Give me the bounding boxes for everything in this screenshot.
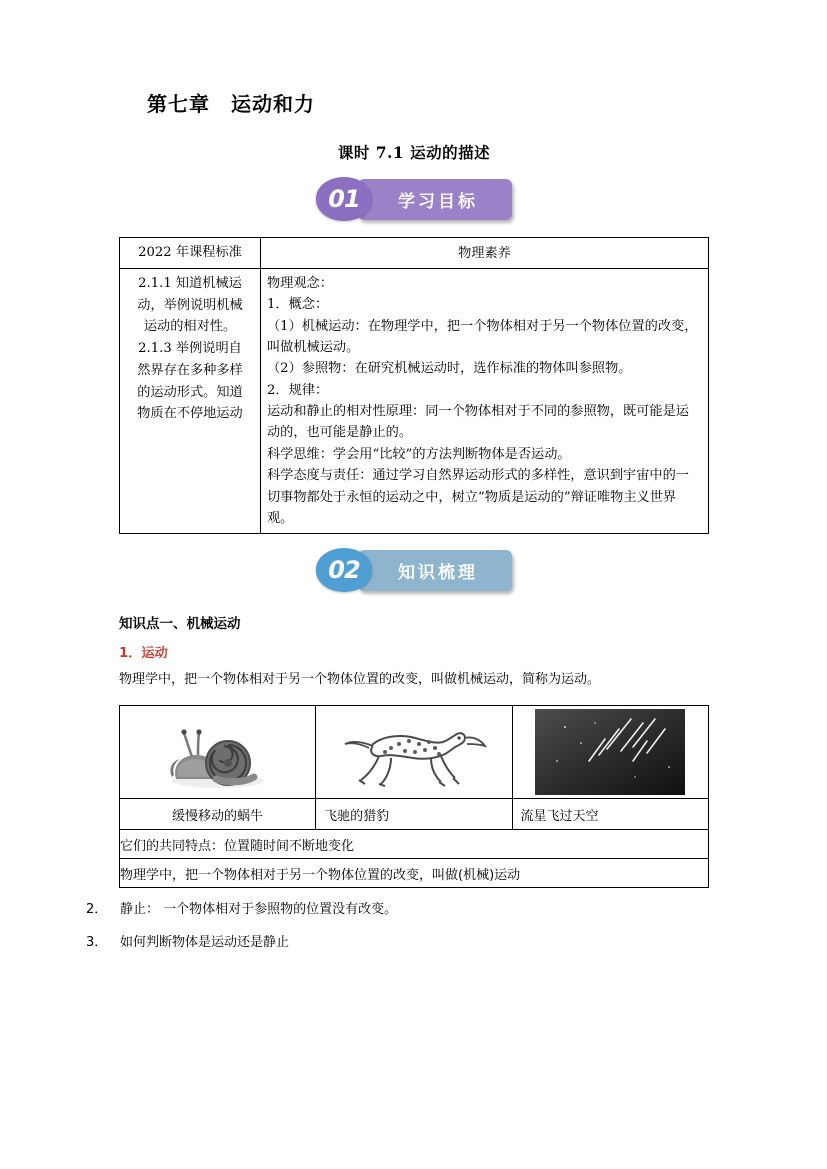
section-number-02: 02: [316, 548, 372, 592]
literacy-line: 科学思维：学会用“比较”的方法判断物体是否运动。: [267, 446, 571, 462]
knowledge-point-title: 知识点一、机械运动: [119, 616, 241, 633]
header-physics-literacy: 物理素养: [261, 238, 709, 269]
image-cell-cheetah: [316, 706, 512, 799]
section-label-knowledge-review: 知识梳理: [358, 550, 512, 591]
standard-line: 运动的相对性。: [143, 319, 237, 335]
bottom-numbered-list: [86, 900, 706, 954]
table-row-images: [120, 706, 709, 799]
standard-line: 2.1.3 举例说明自: [138, 341, 242, 357]
standard-line: 的运动形式。知道: [137, 384, 243, 400]
knowledge-definition-text: 物理学中，把一个物体相对于另一个物体位置的改变，叫做机械运动，简称为运动。: [119, 672, 601, 688]
cheetah-icon: [339, 710, 489, 794]
header-curriculum-standard: 2022 年课程标准: [120, 238, 261, 269]
list-item-label: 静止：: [120, 902, 160, 918]
caption-meteor: 流星飞过天空: [512, 799, 708, 830]
curriculum-standard-cell: [120, 268, 261, 534]
standard-line: 然界存在多种多样: [137, 362, 243, 378]
standard-line: 2.1.1 知道机械运: [138, 275, 242, 291]
standard-line: 动，举例说明机械: [137, 297, 243, 313]
meteor-icon: [535, 709, 685, 795]
list-item: [86, 900, 706, 921]
physics-literacy-cell: [261, 268, 709, 534]
list-item-number: 2．: [86, 902, 108, 918]
lesson-title: 课时 7.1 运动的描述: [337, 143, 491, 162]
literacy-line: 2．规律：: [267, 382, 329, 398]
objectives-table: [119, 237, 709, 534]
section-number-01: 01: [316, 177, 372, 221]
banner-inner: [316, 548, 512, 592]
image-cell-meteor: [512, 706, 708, 799]
snail-icon: [158, 711, 278, 793]
standard-line: 物质在不停地运动: [137, 406, 243, 422]
chapter-title: 第七章 运动和力: [147, 92, 315, 116]
examples-picture-table: [119, 705, 709, 888]
list-item-number: 3．: [86, 935, 108, 951]
literacy-line: 物理观念：: [267, 275, 333, 291]
caption-cheetah: 飞驰的猎豹: [316, 799, 512, 830]
section-banner-learning-objectives: [119, 177, 709, 225]
list-item-text: 一个物体相对于参照物的位置没有改变。: [163, 902, 398, 918]
table-row: [120, 268, 709, 534]
snail-image: [120, 706, 315, 798]
table-row-conclusion: [120, 859, 709, 888]
conclusion-text: 物理学中，把一个物体相对于另一个物体位置的改变，叫做(机械)运动: [120, 859, 709, 888]
literacy-line: 运动和静止的相对性原理：同一个物体相对于不同的参照物，既可能是运动的，也可能是静止的。: [267, 404, 689, 441]
table-header-row: [120, 238, 709, 269]
image-cell-snail: [120, 706, 316, 799]
table-row-captions: [120, 799, 709, 830]
cheetah-image: [316, 706, 511, 798]
literacy-line: （1）机械运动：在物理学中，把一个物体相对于另一个物体位置的改变，叫做机械运动。: [267, 318, 698, 355]
caption-snail: 缓慢移动的蜗牛: [120, 799, 316, 830]
literacy-line: 科学态度与责任：通过学习自然界运动形式的多样性，意识到宇宙中的一切事物都处于永恒的运动之中，树立“物质是运动的”辩证唯物主义世界观。: [267, 468, 689, 526]
knowledge-subpoint-title: 1．运动: [119, 646, 168, 662]
document-content: [86, 88, 709, 954]
literacy-line: （2）参照物：在研究机械运动时，选作标准的物体叫参照物。: [267, 361, 632, 377]
meteor-image: [513, 706, 708, 798]
section-label-learning-objectives: 学习目标: [358, 179, 512, 220]
list-item: [86, 933, 706, 954]
banner-inner: [316, 177, 512, 221]
list-item-text: 如何判断物体是运动还是静止: [120, 935, 290, 951]
table-row-common-feature: [120, 830, 709, 859]
literacy-line: 1．概念：: [267, 297, 329, 313]
common-feature-text: 它们的共同特点：位置随时间不断地变化: [120, 830, 709, 859]
section-banner-knowledge-review: [119, 548, 709, 596]
